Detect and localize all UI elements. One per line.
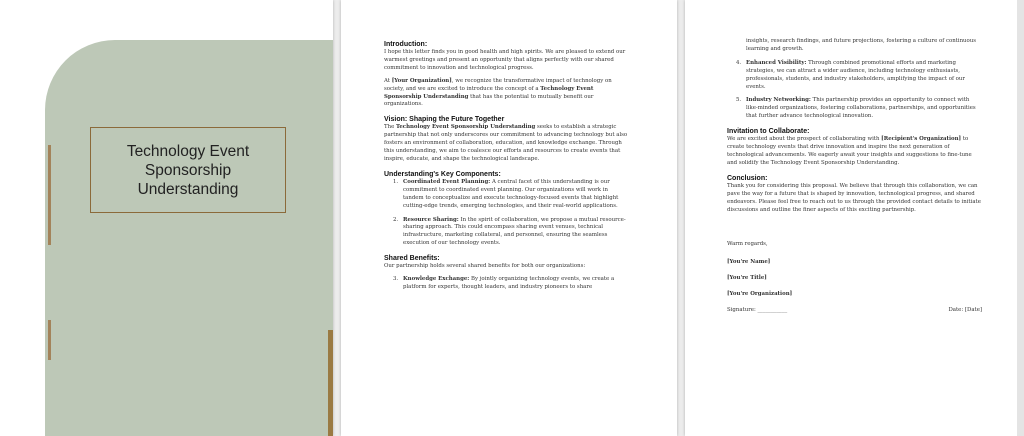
intro-heading: Introduction:: [384, 41, 428, 48]
components-list: [384, 179, 629, 248]
cover-title-box: [90, 127, 286, 213]
sender-organization: [You're Organization]: [727, 291, 793, 298]
cover-gold-rule-left: [48, 145, 51, 245]
list-item: 3. Knowledge Exchange: By jointly organizing technology events, we create a platform for experts, thought leaders, and industry pioneers to share: [393, 276, 615, 290]
cover-page: [0, 0, 333, 436]
cover-green-panel: [45, 40, 333, 436]
list-item: 5. Industry Networking: This partnership provides an opportunity to connect with like-minded organizations, fostering collaborations, partnerships, and opportunities that further advance technological innovation.: [736, 97, 976, 120]
benefits-heading: Shared Benefits:: [384, 255, 440, 263]
intro-paragraph-2: At [Your Organization], we recognize the transformative impact of technology on society, and we are excited to introduce the concept of a Technology Event Sponsorship Understanding that has the potential to mutually benefit our organizations.: [384, 77, 612, 108]
cover-gold-rule-left-lower: [48, 320, 51, 360]
benefits-list-continued: [727, 38, 982, 121]
list-item-continued: insights, research findings, and future projections, fostering a culture of continuous learning and growth.: [746, 38, 977, 52]
cover-gold-rule-right: [328, 330, 333, 436]
vertical-scrollbar[interactable]: [1017, 0, 1024, 436]
list-item: 2. Resource Sharing: In the spirit of collaboration, we propose a mutual resource-sharing approach. This could encompass sharing event venues, technical infrastructure, marketing collateral, and personnel, ensuring the seamless execution of our technology events.: [393, 216, 626, 247]
list-item: 1. Coordinated Event Planning: A central facet of this understanding is our commitment to coordinated event planning. Our organizations will work in tandem to conceptualize and execute technology-focused events that highlight cutting-edge trends, emerging technologies, and their real-world applications.: [393, 178, 619, 209]
signature-field: Signature: ___________: [727, 307, 788, 314]
components-heading: Understanding's Key Components:: [384, 170, 501, 178]
signature-block: [727, 259, 982, 299]
vision-paragraph: The Technology Event Sponsorship Understanding seeks to establish a strategic partnership that not only underscores our commitment to advancing technology but also fosters an environment of collaboration, education, and knowledge exchange. Through this understanding, we aim to coalesce our efforts and resources to create events that inspire, educate, and shape the technological landscape.: [384, 124, 628, 162]
sender-title: [You're Title]: [727, 275, 767, 282]
sender-name: [You're Name]: [727, 259, 771, 266]
conclusion-paragraph: Thank you for considering this proposal. We believe that through this collaboration, we can pave the way for a future that is shaped by innovation, technological progress, and shared endeavors. Please feel free to reach out to us through the provided contact details to initiate discussions and outline the finer aspects of this exciting partnership.: [727, 182, 981, 213]
benefits-list: [384, 276, 629, 292]
closing-regards: Warm regards,: [727, 241, 768, 248]
invite-paragraph: We are excited about the prospect of collaborating with [Recipient's Organization] to create technology events that drive innovation and inspire the next generation of technological advancements. We eagerly await your insights and suggestions to fine-tune and solidify the Technology Event Sponsorship Understanding.: [727, 136, 972, 166]
signature-line: [727, 307, 982, 315]
conclusion-heading: Conclusion:: [727, 174, 768, 182]
list-item: 4. Enhanced Visibility: Through combined promotional efforts and marketing strategies, we can attract a wider audience, including technology enthusiasts, professionals, students, and industry stakeholders, amplifying the impact of our events.: [736, 59, 965, 90]
cover-title: Technology Event Sponsorship Understanding: [126, 142, 250, 198]
invite-heading: Invitation to Collaborate:: [727, 128, 810, 136]
intro-paragraph-1: I hope this letter finds you in good health and high spirits. We are pleased to extend our warmest greetings and present an opportunity that aligns perfectly with our shared commitment to innovation and technological progress.: [384, 49, 626, 71]
date-field: Date: [Date]: [948, 307, 982, 314]
letter-page-2: [685, 0, 1017, 436]
vision-heading: Vision: Shaping the Future Together: [384, 116, 505, 124]
letter-page-1: [341, 0, 677, 436]
benefits-intro: Our partnership holds several shared benefits for both our organizations:: [384, 263, 586, 270]
